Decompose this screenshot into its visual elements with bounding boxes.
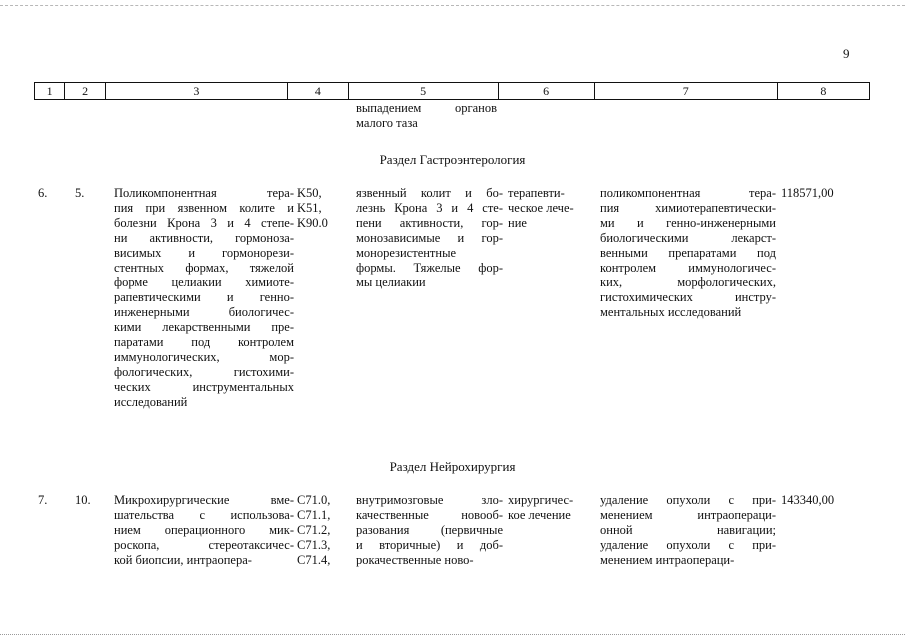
procedure-description: Поликомпонентная тера- пия при язвенном колите и болезни Крона 3 и 4 степе- ни активности, гормоноза- висимых и гормонорези- стентных формах, тяжелой форме целиакии химиоте- рапевтическими и генно- инженерными биологичес- кими лекарственными пре- паратами под контролем иммунологических, мор- фологических, гистохими- ческих инструментальных исследований [114, 186, 294, 409]
column-header-7: 7 [594, 83, 777, 100]
treatment-method: удаление опухоли с при- менением интраопераци- онной навигации; удаление опухоли с при- менением интраопераци- [600, 493, 776, 567]
column-header-3: 3 [105, 83, 287, 100]
cost-value: 143340,00 [781, 493, 835, 507]
column-header-row [34, 82, 870, 100]
text-line: малого таза [356, 115, 418, 130]
row-number: 6. [38, 186, 48, 200]
treatment-type: терапевти- ческое лече- ние [508, 186, 574, 230]
column-header-6: 6 [498, 83, 594, 100]
patient-model: внутримозговые зло- качественные новооб- разования (первичные и вторичные) и доб- рокачественные ново- [356, 493, 503, 567]
column-header-2: 2 [65, 83, 105, 100]
column-header-5: 5 [348, 83, 498, 100]
continuation-col5 [356, 101, 497, 131]
procedure-description: Микрохирургические вме- шательства с использова- нием операционного мик- роскопа, стереотаксичес- кой биопсии, интраопера- [114, 493, 294, 567]
treatment-type: хирургичес- кое лечение [508, 493, 574, 522]
section-title-neurosurgery: Раздел Нейрохирургия [389, 459, 516, 474]
row-subnumber: 10. [75, 493, 91, 507]
section-title-gastroenterology: Раздел Гастроэнтерология [379, 152, 526, 167]
cost-value: 118571,00 [781, 186, 834, 200]
icd-codes: C71.0, C71.1, C71.2, C71.3, C71.4, [297, 493, 331, 567]
scan-edge-bottom [0, 634, 905, 635]
column-header-4: 4 [288, 83, 349, 100]
patient-model: язвенный колит и бо- лезнь Крона 3 и 4 сте- пени активности, гор- монозависимые и гор- монорезистентные формы. Тяжелые фор- мы целиакии [356, 186, 503, 290]
column-header-8: 8 [777, 83, 869, 100]
scan-edge-top [0, 5, 905, 6]
text-line: выпадением органов [356, 101, 497, 115]
column-header-1: 1 [35, 83, 65, 100]
row-number: 7. [38, 493, 48, 507]
treatment-method: поликомпонентная тера- пия химиотерапевтически- ми и генно-инженерными биологическими лекарст- венными препаратами под контролем иммунологичес- ких, морфологических, гистохимических инстру- ментальных исследований [600, 186, 776, 320]
page-number: 9 [843, 46, 850, 61]
icd-codes: K50, K51, K90.0 [297, 186, 328, 230]
row-subnumber: 5. [75, 186, 85, 200]
